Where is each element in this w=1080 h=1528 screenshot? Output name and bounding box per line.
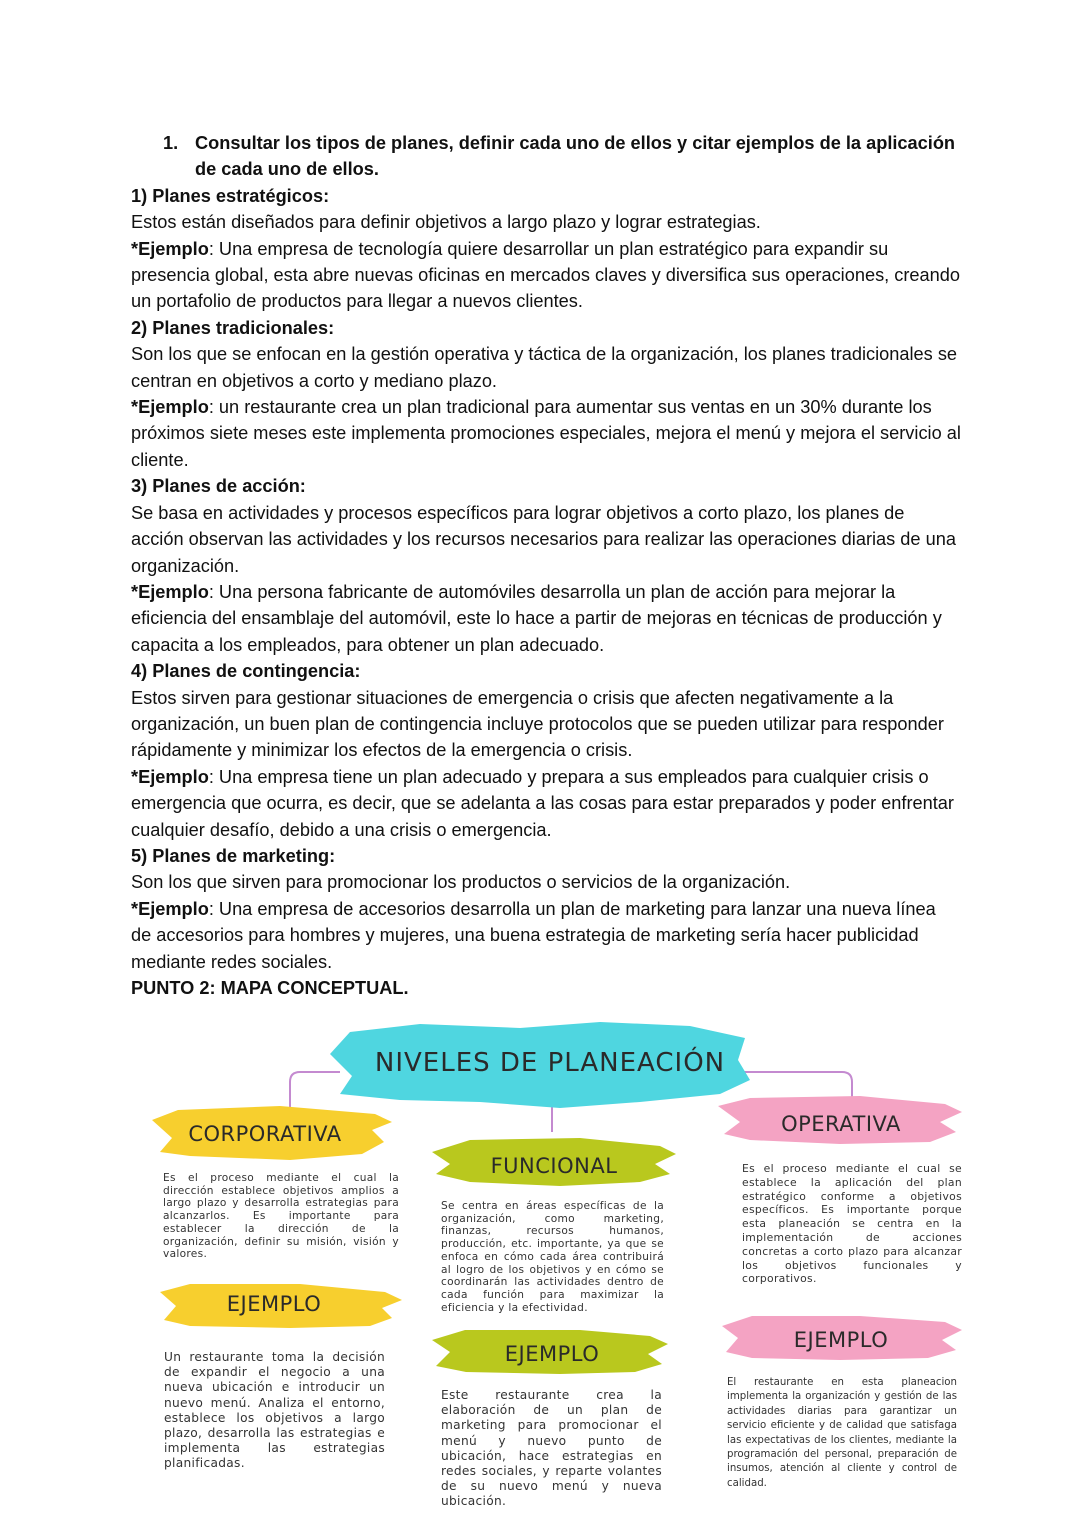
plan-heading: 4) Planes de contingencia: <box>131 661 361 682</box>
operativa-description: Es el proceso mediante el cual se establece la aplicación del plan estratégico conforme a objetivos específicos. Es importante porque esta planeación se centra en la implementación de acciones concretas a corto plazo para alcanzar los objetivos funcionales y corporativos. <box>742 1162 962 1286</box>
connector-right <box>740 1072 852 1100</box>
plan-example-text: : Una empresa tiene un plan adecuado y prepara a sus empleados para cualquier crisis o emergencia que ocurra, es decir, que se adelanta a las cosas para estar preparados y poder enfrentar cualquier desafío, debido a una crisis o emergencia. <box>131 766 954 840</box>
operativa-example: El restaurante en esta planeacion implementa la organización y gestión de las actividades diarias para garantizar un servicio eficiente y de calidad que satisfaga las expectativas de los clientes, mediante la programación del personal, preparación de insumos, atención al cliente y control de calidad. <box>727 1377 957 1489</box>
map-title: NIVELES DE PLANEACIÓN <box>374 1048 726 1078</box>
plan-example <box>131 764 961 843</box>
plan-heading: 1) Planes estratégicos: <box>131 185 330 206</box>
plan-item <box>131 315 961 473</box>
plan-example <box>131 896 961 975</box>
connector-left <box>290 1072 340 1110</box>
plan-definition: Estos sirven para gestionar situaciones de emergencia o crisis que afecten negativamente a la organización, un buen plan de contingencia incluye protocolos que se pueden utilizar para responder rápidamente y minimizar los efectos de la emergencia o crisis. <box>131 687 944 761</box>
punto-2-heading: PUNTO 2: MAPA CONCEPTUAL. <box>131 978 409 998</box>
question-1 <box>131 130 961 183</box>
plan-item <box>131 473 961 658</box>
corporativa-label: CORPORATIVA <box>188 1122 342 1146</box>
plan-heading: 2) Planes tradicionales: <box>131 317 335 338</box>
plan-example-label: *Ejemplo <box>131 397 209 418</box>
funcional-label: FUNCIONAL <box>490 1154 618 1178</box>
plan-example-label: *Ejemplo <box>131 898 209 919</box>
funcional-example: Este restaurante crea la elaboración de un plan de marketing para promocionar el menú y nuevo punto de ubicación, hace estrategias en redes sociales, y reparte volantes de su nuevo menú y nueva ubicación. <box>441 1388 662 1509</box>
plan-example-text: : Una empresa de accesorios desarrolla un plan de marketing para lanzar una nueva línea de accesorios para hombres y mujeres, una buena estrategia de marketing sería hacer publicidad mediante redes sociales. <box>131 898 936 972</box>
plan-example-label: *Ejemplo <box>131 766 209 787</box>
operativa-example-label: EJEMPLO <box>793 1328 889 1352</box>
plan-definition: Son los que sirven para promocionar los productos o servicios de la organización. <box>131 872 791 893</box>
plan-item <box>131 843 961 975</box>
question-text: Consultar los tipos de planes, definir cada uno de ellos y citar ejemplos de la aplicación de cada uno de ellos. <box>195 133 956 180</box>
concept-map <box>0 1010 1080 1520</box>
plan-item <box>131 658 961 843</box>
corporativa-example-label: EJEMPLO <box>226 1292 322 1316</box>
plan-list <box>131 183 961 975</box>
plan-definition: Estos están diseñados para definir objetivos a largo plazo y lograr estrategias. <box>131 212 761 233</box>
question-number: 1. <box>163 133 179 153</box>
document-body <box>131 130 961 1001</box>
plan-example <box>131 236 961 315</box>
plan-example-text: : Una persona fabricante de automóviles desarrolla un plan de acción para mejorar la eficiencia del ensamblaje del automóvil, este lo hace a partir de mejoras en técnicas de producción y capacita a los empleados, para obtener un plan adecuado. <box>131 581 942 655</box>
plan-example-text: : Una empresa de tecnología quiere desarrollar un plan estratégico para expandir su presencia global, esta abre nuevas oficinas en mercados claves y diversifica sus operaciones, creando un portafolio de productos para llegar a nuevos clientes. <box>131 238 960 312</box>
operativa-label: OPERATIVA <box>781 1112 901 1136</box>
corporativa-example: Un restaurante toma la decisión de expandir el negocio a una nueva ubicación e introducir un nuevo menú. Analiza el entorno, establece los objetivos a largo plazo, desarrolla las estrategias e implementa las estrategias planificadas. <box>164 1350 385 1471</box>
plan-definition: Se basa en actividades y procesos específicos para lograr objetivos a corto plazo, los planes de acción observan las actividades y los recursos necesarios para realizar las operaciones diarias de una organización. <box>131 502 956 576</box>
funcional-example-label: EJEMPLO <box>504 1342 600 1366</box>
plan-item <box>131 183 961 315</box>
corporativa-description: Es el proceso mediante el cual la dirección establece objetivos amplios a largo plazo y desarrolla estrategias para alcanzarlos. Es importante para establecer la dirección de la organización, definir su misión, visión y valores. <box>163 1172 399 1261</box>
plan-example <box>131 394 961 473</box>
plan-example-label: *Ejemplo <box>131 581 209 602</box>
plan-definition: Son los que se enfocan en la gestión operativa y táctica de la organización, los planes tradicionales se centran en objetivos a corto y mediano plazo. <box>131 344 958 391</box>
funcional-description: Se centra en áreas específicas de la organización, como marketing, finanzas, recursos humanos, producción, etc. importante, ya que se enfoca en cómo cada área contribuirá al logro de los objetivos y en cómo se coordinarán las actividades dentro de cada función para maximizar la eficiencia y la efectividad. <box>441 1200 664 1314</box>
plan-example <box>131 579 961 658</box>
plan-heading: 5) Planes de marketing: <box>131 845 336 866</box>
plan-example-label: *Ejemplo <box>131 238 209 259</box>
plan-heading: 3) Planes de acción: <box>131 476 306 497</box>
plan-example-text: : un restaurante crea un plan tradicional para aumentar sus ventas en un 30% durante los próximos siete meses este implementa promociones especiales, mejora el menú y mejora el servicio al cliente. <box>131 397 961 470</box>
